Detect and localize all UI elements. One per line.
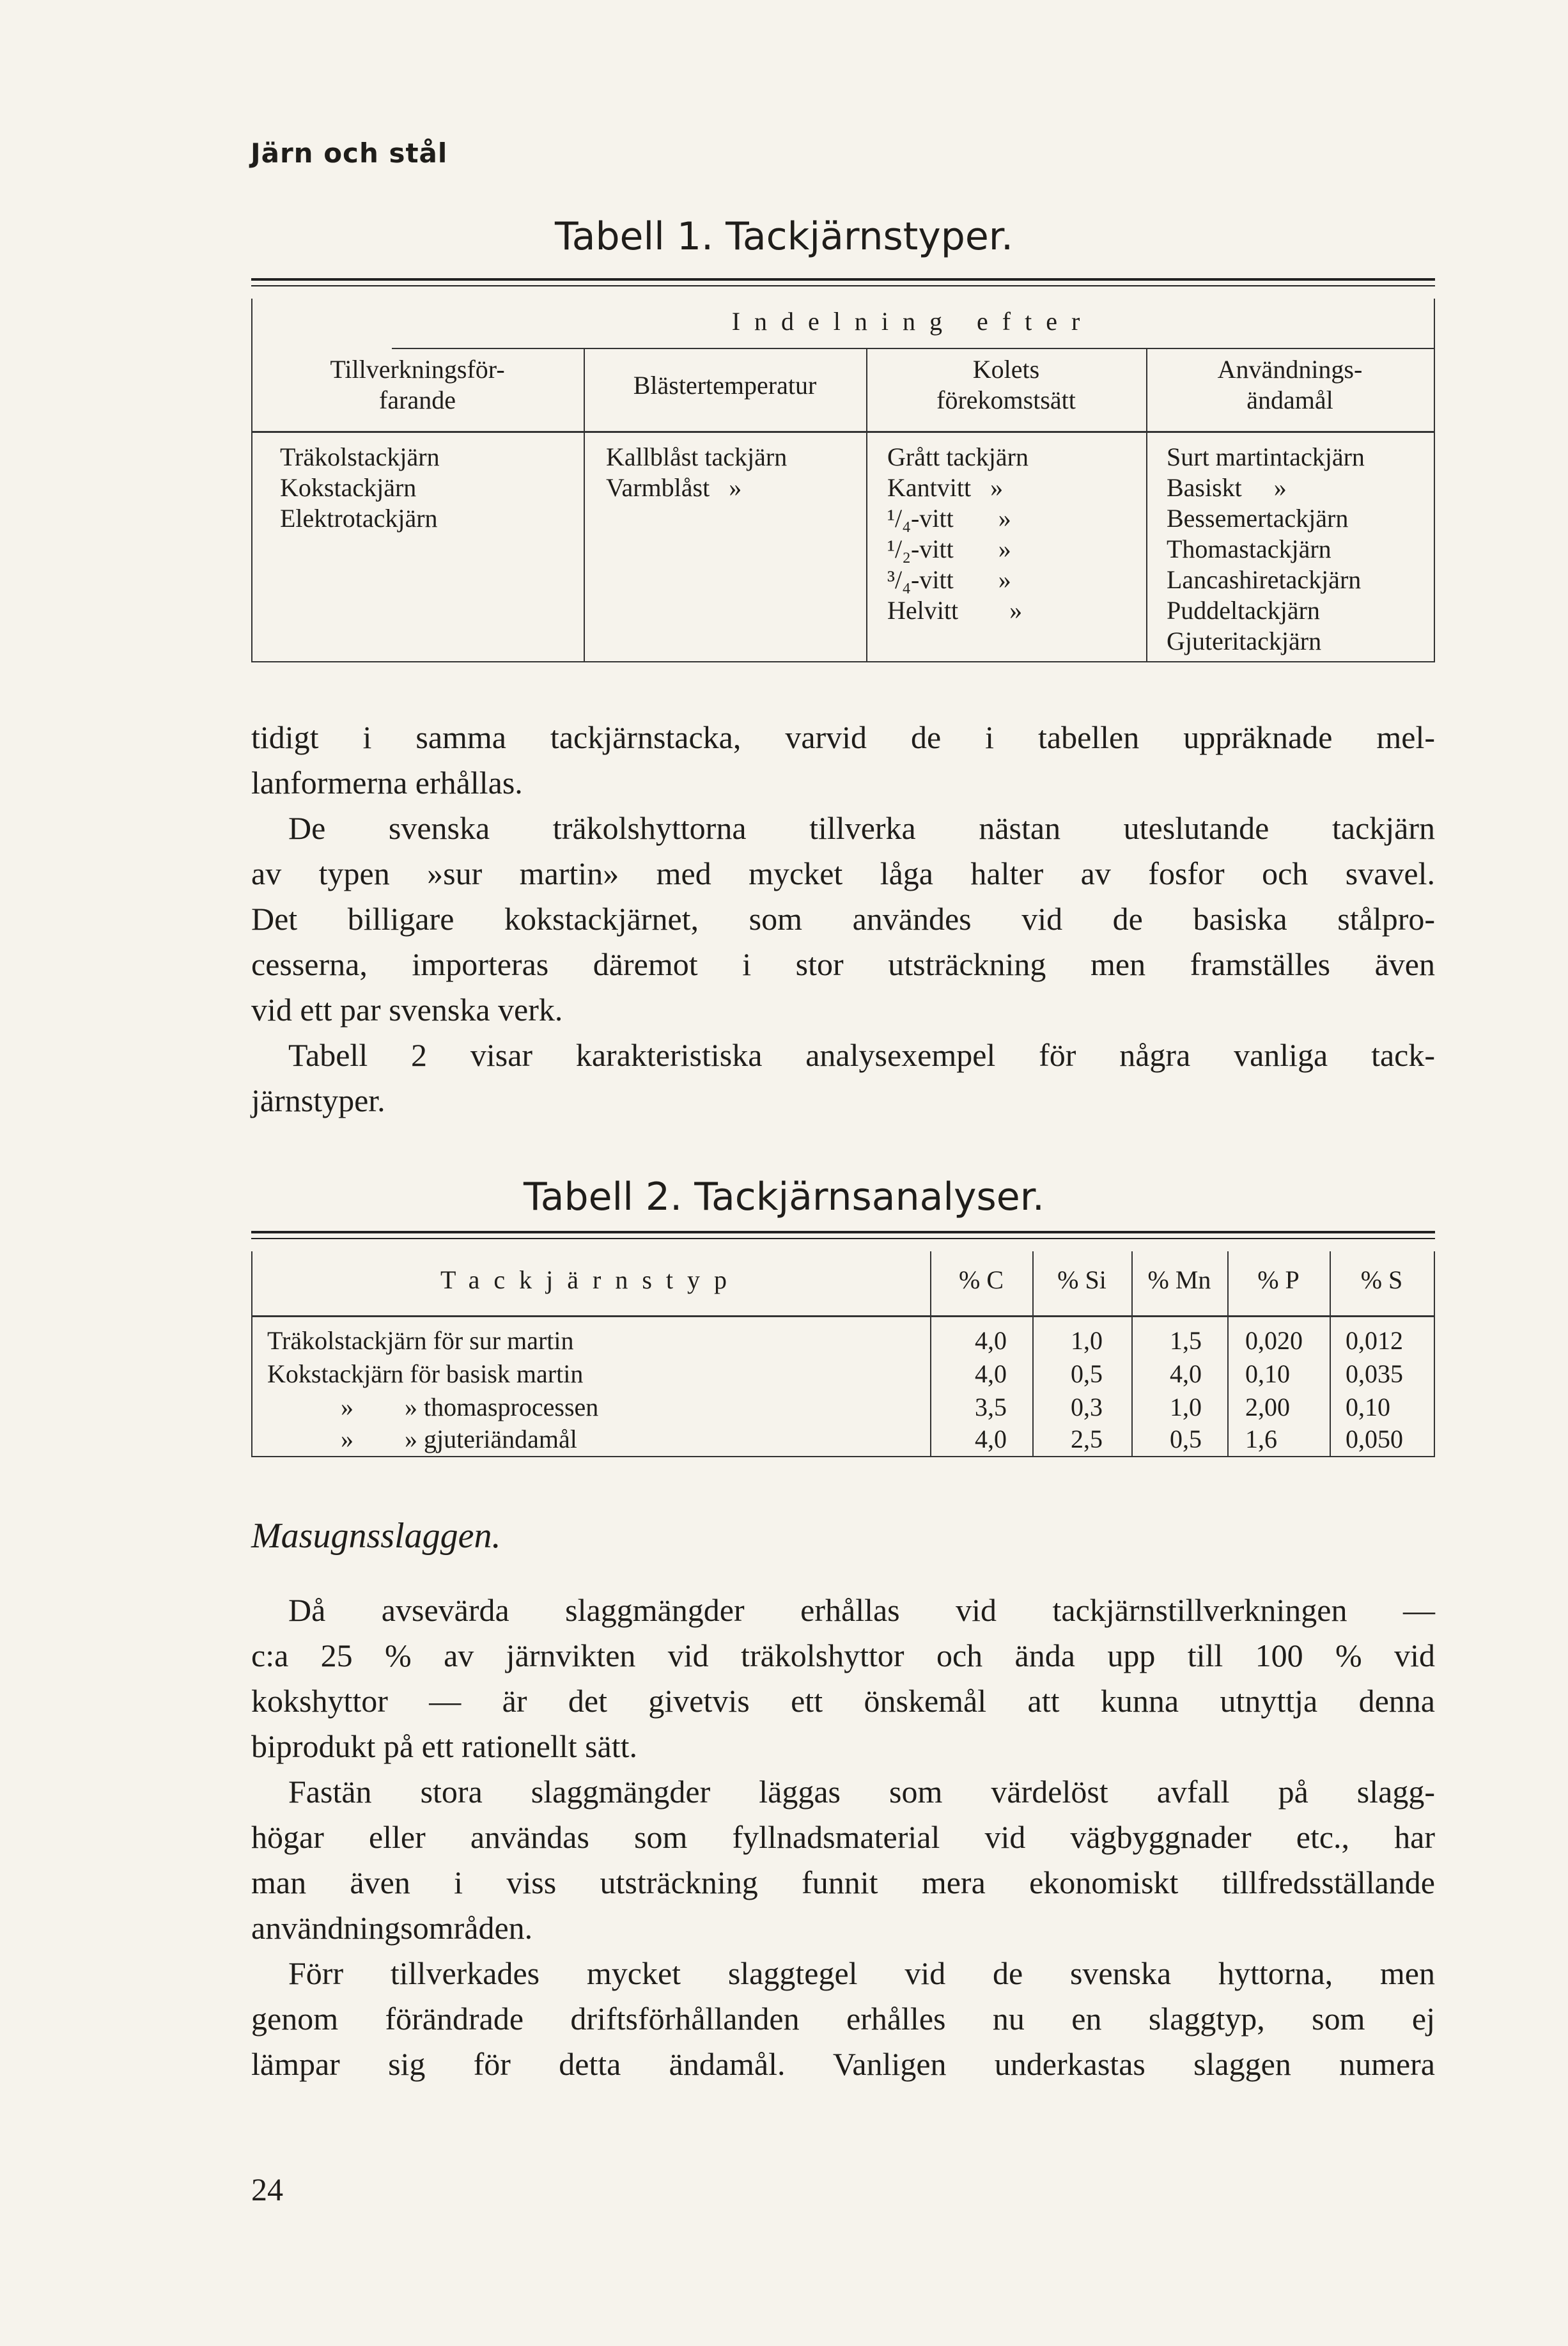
table2-row4-s: 0,050 bbox=[1346, 1425, 1403, 1453]
table2-row3-type: » » thomasprocessen bbox=[341, 1393, 599, 1421]
table1-cell: Grått tackjärn bbox=[887, 442, 1029, 471]
text-line: järnstyper. bbox=[251, 1083, 385, 1118]
table2-caption: Tabell 2. Tackjärnsanalyser. bbox=[524, 1175, 1044, 1219]
text-line: lanformerna erhållas. bbox=[251, 765, 523, 801]
table2-row1-s: 0,012 bbox=[1346, 1326, 1403, 1355]
table1-cell: Elektrotackjärn bbox=[280, 504, 438, 533]
text-line: kokshyttor — är det givetvis ett önskemål att kunna utnyttja denna bbox=[251, 1683, 1435, 1719]
table2-header-s: % S bbox=[1360, 1265, 1403, 1294]
table1-cell: Kokstackjärn bbox=[280, 473, 417, 502]
table2-row4-type: » » gjuteriändamål bbox=[341, 1425, 577, 1453]
text-line: De svenska träkolshyttorna tillverka nästan uteslutande tackjärn bbox=[288, 810, 1435, 846]
table2-header-c: % C bbox=[959, 1265, 1004, 1294]
table2-row4-mn: 0,5 bbox=[1170, 1425, 1202, 1453]
table2-row1-c: 4,0 bbox=[975, 1326, 1007, 1355]
table1-cell: Kantvitt » bbox=[887, 473, 1004, 502]
text-line: av typen »sur martin» med mycket låga halter av fosfor och svavel. bbox=[251, 856, 1435, 891]
text-line: man även i viss utsträckning funnit mera ekonomiskt tillfredsställande bbox=[251, 1865, 1435, 1900]
table1-header-blast: Blästertemperatur bbox=[633, 371, 817, 400]
table2-row3-mn: 1,0 bbox=[1170, 1393, 1202, 1421]
table1-header-carbon: Kolets förekomstsätt bbox=[936, 355, 1076, 414]
table2-row1-si: 1,0 bbox=[1071, 1326, 1103, 1355]
table1-cell: Kallblåst tackjärn bbox=[606, 442, 788, 471]
table2-row4-si: 2,5 bbox=[1071, 1425, 1103, 1453]
text-line: biprodukt på ett rationellt sätt. bbox=[251, 1728, 638, 1764]
table2-row3-s: 0,10 bbox=[1346, 1393, 1390, 1421]
table2-row2-si: 0,5 bbox=[1071, 1359, 1103, 1388]
text-line: vid ett par svenska verk. bbox=[251, 992, 563, 1028]
table1-cell: Bessemertackjärn bbox=[1167, 504, 1349, 533]
table1-cell: Thomastackjärn bbox=[1167, 535, 1331, 563]
text-line: Det billigare kokstackjärnet, som användes vid de basiska stålpro- bbox=[251, 901, 1435, 937]
table1-group-header: Indelning efter bbox=[731, 307, 1094, 336]
table1-cell: ³/₄-vitt » bbox=[887, 565, 1011, 594]
table1-cell: ¹/₂-vitt » bbox=[887, 535, 1011, 563]
text-line: Förr tillverkades mycket slaggtegel vid de svenska hyttorna, men bbox=[288, 1955, 1435, 1991]
running-head: Järn och stål bbox=[251, 137, 448, 169]
table2-header-p: % P bbox=[1257, 1265, 1300, 1294]
table1-header-use: Användnings- ändamål bbox=[1217, 355, 1363, 414]
table1-cell: Träkolstackjärn bbox=[280, 442, 440, 471]
table1 bbox=[251, 278, 1435, 662]
text-line: Tabell 2 visar karakteristiska analysexempel för några vanliga tack- bbox=[288, 1037, 1435, 1073]
table1-cell: Lancashiretackjärn bbox=[1167, 565, 1362, 594]
table2-header-si: % Si bbox=[1057, 1265, 1106, 1294]
table1-cell: Gjuteritackjärn bbox=[1167, 627, 1322, 655]
table2-row1-type: Träkolstackjärn för sur martin bbox=[267, 1326, 574, 1355]
table2-row2-s: 0,035 bbox=[1346, 1359, 1403, 1388]
table2 bbox=[251, 1231, 1435, 1457]
table1-cell: Puddeltackjärn bbox=[1167, 596, 1320, 625]
table2-row3-p: 2,00 bbox=[1245, 1393, 1290, 1421]
text-line: c:a 25 % av järnvikten vid träkolshyttor och ända upp till 100 % vid bbox=[251, 1638, 1435, 1673]
table1-caption: Tabell 1. Tackjärnstyper. bbox=[554, 214, 1014, 259]
table2-row2-c: 4,0 bbox=[975, 1359, 1007, 1388]
text-line: lämpar sig för detta ändamål. Vanligen underkastas slaggen numera bbox=[251, 2046, 1435, 2082]
text-line: högar eller användas som fyllnadsmaterial vid vägbyggnader etc., har bbox=[251, 1819, 1435, 1855]
table2-row2-mn: 4,0 bbox=[1170, 1359, 1202, 1388]
section-heading: Masugnsslaggen. bbox=[251, 1516, 501, 1556]
table2-row2-type: Kokstackjärn för basisk martin bbox=[267, 1359, 584, 1388]
table2-row1-mn: 1,5 bbox=[1170, 1326, 1202, 1355]
text-line: cesserna, importeras däremot i stor utsträckning men framställes även bbox=[251, 946, 1435, 982]
table1-cell: Surt martintackjärn bbox=[1167, 442, 1365, 471]
text-line: genom förändrade driftsförhållanden erhålles nu en slaggtyp, som ej bbox=[251, 2001, 1435, 2037]
table1-header-process: Tillverkningsför- farande bbox=[330, 355, 505, 414]
table1-cell: Varmblåst » bbox=[606, 473, 742, 502]
table2-row1-p: 0,020 bbox=[1245, 1326, 1303, 1355]
table2-header-type: Tackjärnstyp bbox=[440, 1265, 741, 1294]
text-line: Då avsevärda slaggmängder erhållas vid tackjärnstillverkningen — bbox=[288, 1592, 1435, 1628]
table1-cell: Basiskt » bbox=[1167, 473, 1287, 502]
table2-row4-c: 4,0 bbox=[975, 1425, 1007, 1453]
body-text-2 bbox=[251, 1588, 1435, 2087]
table1-cell: ¹/₄-vitt » bbox=[887, 504, 1011, 533]
table2-row2-p: 0,10 bbox=[1245, 1359, 1290, 1388]
table2-header-mn: % Mn bbox=[1147, 1265, 1211, 1294]
table2-row3-si: 0,3 bbox=[1071, 1393, 1103, 1421]
table2-row3-c: 3,5 bbox=[975, 1393, 1007, 1421]
text-line: Fastän stora slaggmängder läggas som värdelöst avfall på slagg- bbox=[288, 1774, 1435, 1810]
body-text-1 bbox=[251, 715, 1435, 1123]
table2-row4-p: 1,6 bbox=[1245, 1425, 1277, 1453]
table1-cell: Helvitt » bbox=[887, 596, 1023, 625]
text-line: tidigt i samma tackjärnstacka, varvid de i tabellen uppräknade mel- bbox=[251, 719, 1435, 755]
page-number: 24 bbox=[251, 2171, 283, 2207]
text-line: användningsområden. bbox=[251, 1910, 533, 1946]
